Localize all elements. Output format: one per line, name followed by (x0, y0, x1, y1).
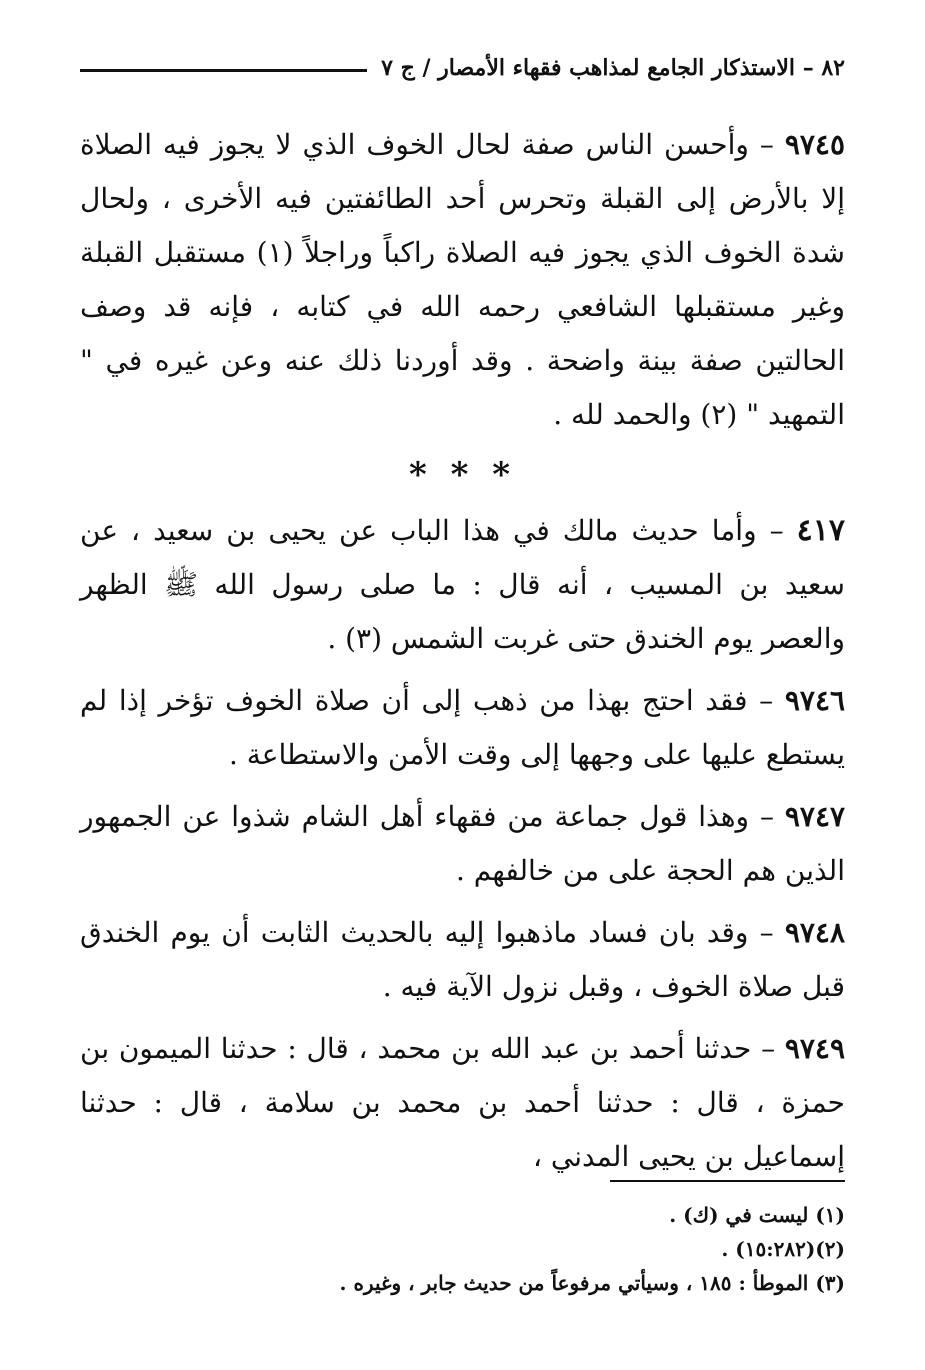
paragraph-number: ٩٧٤٩ (784, 1032, 845, 1065)
paragraph-text: – حدثنا أحمد بن عبد الله بن محمد ، قال : حدثنا الميمون بن حمزة ، قال : حدثنا أحمد بن محمد بن سلامة ، قال : حدثنا إسماعيل بن يحيى المدني ، (80, 1032, 845, 1173)
footnote-1: (١) ليست في (ك) . (669, 1203, 845, 1227)
paragraph-9746 (80, 674, 845, 782)
paragraph-text: – فقد احتج بهذا من ذهب إلى أن صلاة الخوف تؤخر إذا لم يستطع عليها على وجهها إلى وقت الأمن والاستطاعة . (80, 684, 845, 771)
paragraph-text: – وهذا قول جماعة من فقهاء أهل الشام شذوا عن الجمهور الذين هم الحجة على من خالفهم . (80, 800, 845, 887)
paragraph-text: – وقد بان فساد ماذهبوا إليه بالحديث الثابت أن يوم الخندق قبل صلاة الخوف ، وقبل نزول الآية فيه . (80, 916, 845, 1003)
footnote-rule (610, 1180, 845, 1182)
hadith-417 (80, 504, 845, 666)
header-rule (80, 69, 367, 72)
paragraph-number: ٩٧٤٦ (784, 684, 846, 717)
paragraph-number: ٩٧٤٥ (784, 128, 845, 161)
section-separator: * * * (408, 455, 516, 495)
paragraph-9749 (80, 1022, 845, 1184)
footnote-2: (٢)(١٥:٢٨٢) . (721, 1237, 845, 1261)
paragraph-9745 (80, 118, 845, 442)
running-header (80, 48, 845, 88)
header-text: ٨٢ – الاستذكار الجامع لمذاهب فقهاء الأمصار / ج ٧ (381, 55, 845, 81)
paragraph-text: – وأحسن الناس صفة لحال الخوف الذي لا يجوز فيه الصلاة إلا بالأرض إلى القبلة وتحرس أحد الطائفتين فيه الأخرى ، ولحال شدة الخوف الذي يجوز فيه الصلاة راكباً وراجلاً (١) مستقبل القبلة وغير مستقبلها الشافعي رحمه الله في كتابه ، فإنه قد وصف الحالتين صفة بينة واضحة . وقد أوردنا ذلك عنه وعن غيره في " التمهيد " (٢) والحمد لله . (80, 128, 845, 431)
footnote-3: (٣) الموطأ : ١٨٥ ، وسيأتي مرفوعاً من حديث جابر ، وغيره . (339, 1271, 845, 1295)
hadith-text: – وأما حديث مالك في هذا الباب عن يحيى بن سعيد ، عن سعيد بن المسيب ، أنه قال : ما صلى رسول الله ﷺ الظهر والعصر يوم الخندق حتى غربت الشمس (٣) . (80, 514, 845, 655)
main-text (80, 118, 845, 1192)
paragraph-9747 (80, 790, 845, 898)
hadith-number: ٤١٧ (796, 513, 845, 548)
paragraph-9748 (80, 906, 845, 1014)
paragraph-number: ٩٧٤٧ (784, 800, 846, 833)
footnotes (80, 1198, 845, 1300)
paragraph-number: ٩٧٤٨ (784, 916, 845, 949)
